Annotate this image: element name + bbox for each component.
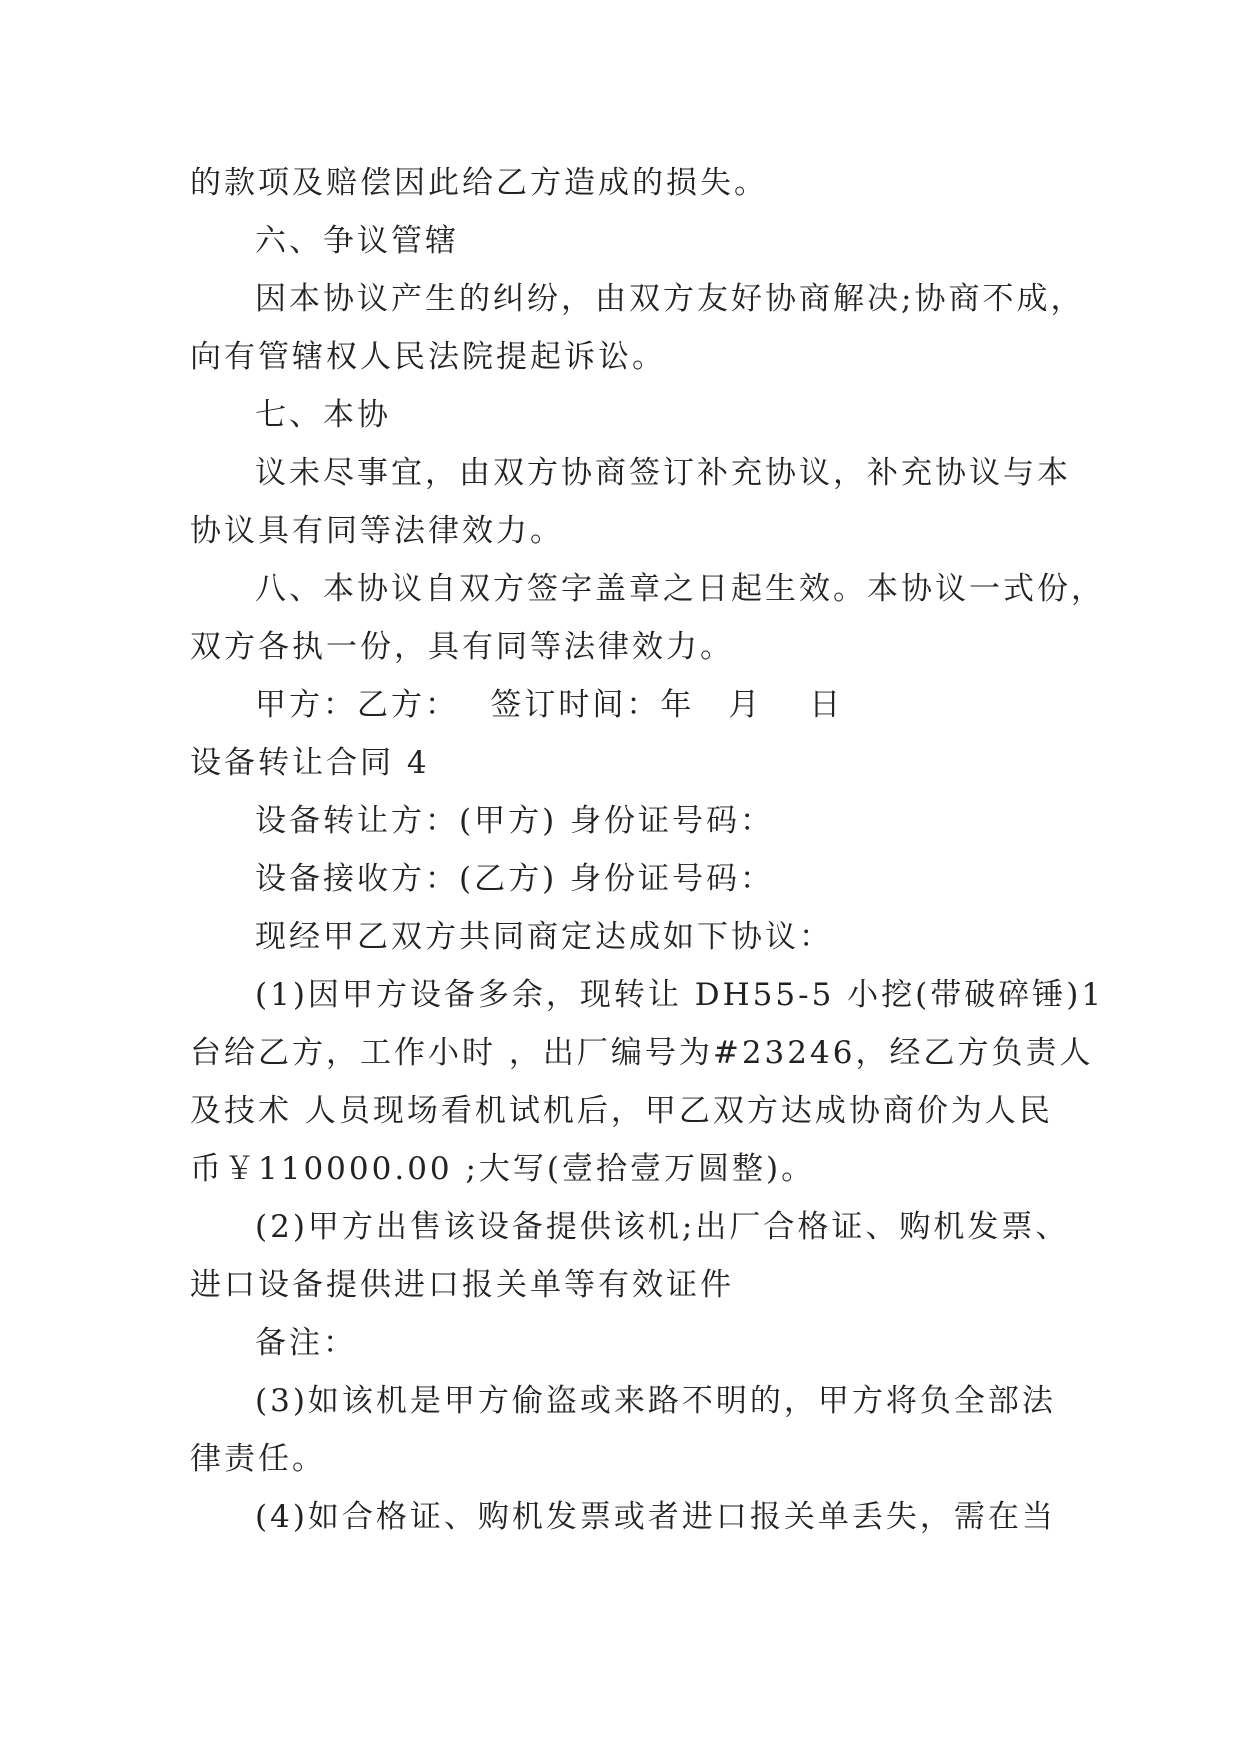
clause-line: 及技术 人员现场看机试机后，甲乙双方达成协商价为人民: [190, 1093, 1053, 1129]
paragraph-line: 因本协议产生的纠纷，由双方友好协商解决;协商不成，: [255, 281, 1085, 317]
clause-line: (4)如合格证、购机发票或者进口报关单丢失，需在当: [255, 1499, 1056, 1535]
clause-line: (2)甲方出售该设备提供该机;出厂合格证、购机发票、: [255, 1209, 1070, 1245]
paragraph-line: 现经甲乙双方共同商定达成如下协议：: [255, 919, 833, 955]
note-label: 备注：: [255, 1325, 357, 1361]
clause-line: 币￥110000.00 ;大写(壹拾壹万圆整)。: [190, 1151, 816, 1187]
section-heading: 七、本协: [255, 397, 391, 433]
party-b-line: 设备接收方：(乙方) 身份证号码：: [255, 861, 775, 897]
paragraph-line: 双方各执一份，具有同等法律效力。: [190, 629, 734, 665]
paragraph-line: 向有管辖权人民法院提起诉讼。: [190, 339, 666, 375]
section-heading: 六、争议管辖: [255, 223, 459, 259]
clause-line: 台给乙方，工作小时 ，出厂编号为#23246，经乙方负责人: [190, 1035, 1094, 1071]
paragraph-line: 的款项及赔偿因此给乙方造成的损失。: [190, 165, 768, 201]
party-a-line: 设备转让方：(甲方) 身份证号码：: [255, 803, 775, 839]
clause-line: 律责任。: [190, 1441, 326, 1477]
paragraph-line: 议未尽事宜，由双方协商签订补充协议，补充协议与本: [255, 455, 1071, 491]
signature-line: 甲方：乙方： 签订时间：年 月 日: [255, 687, 844, 723]
clause-line: 进口设备提供进口报关单等有效证件: [190, 1267, 734, 1303]
clause-line: (3)如该机是甲方偷盗或来路不明的，甲方将负全部法: [255, 1383, 1056, 1419]
clause-line: (1)因甲方设备多余，现转让 DH55-5 小挖(带破碎锤)1: [255, 977, 1105, 1013]
document-title: 设备转让合同 4: [190, 745, 430, 781]
paragraph-line: 八、本协议自双方签字盖章之日起生效。本协议一式份，: [255, 571, 1105, 607]
paragraph-line: 协议具有同等法律效力。: [190, 513, 564, 549]
